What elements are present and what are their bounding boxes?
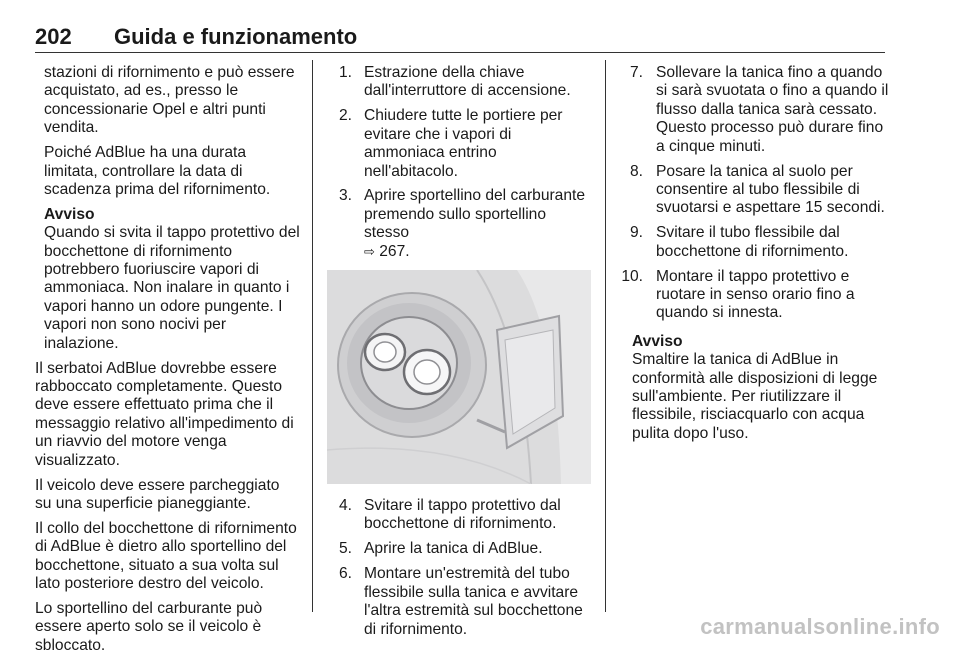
page-reference-icon: ⇨ bbox=[364, 243, 375, 259]
page-reference: 267. bbox=[379, 242, 410, 260]
list-item bbox=[339, 187, 594, 261]
page-header bbox=[35, 24, 885, 52]
step-number: 8. bbox=[629, 162, 643, 180]
list-item bbox=[339, 107, 594, 181]
list-item bbox=[339, 64, 594, 101]
step-text: Chiudere tutte le portiere per evitare che i vapori di ammoniaca entrino nell'abitacolo. bbox=[364, 107, 563, 180]
column-1 bbox=[35, 64, 300, 662]
paragraph: Il collo del bocchettone di rifornimento di AdBlue è dietro allo sportellino del bocchettone, situato a sua volta sul lato posteriore destro del veicolo. bbox=[35, 519, 297, 593]
step-number: 4. bbox=[339, 497, 353, 515]
list-item bbox=[339, 565, 594, 639]
note-body: Smaltire la tanica di AdBlue in conformità alle disposizioni di legge sull'ambiente. Per riutilizzare il flessibile, risciacquarlo con acqua pulita dopo l'uso. bbox=[632, 351, 878, 442]
step-text: Sollevare la tanica fino a quando si sarà svuotata o fino a quando il flusso dalla tanica sarà cessato. Questo processo può durare fino a cinque minuti. bbox=[656, 64, 889, 155]
step-number: 7. bbox=[629, 64, 643, 81]
list-item bbox=[339, 497, 594, 534]
watermark: carmanualsonline.info bbox=[700, 614, 940, 639]
column-3 bbox=[623, 64, 891, 443]
list-item bbox=[339, 540, 594, 558]
note-box bbox=[623, 333, 891, 443]
list-item bbox=[623, 224, 891, 261]
step-number: 10. bbox=[621, 267, 643, 285]
note-heading: Avviso bbox=[44, 205, 95, 223]
note-box bbox=[35, 206, 300, 353]
step-number: 2. bbox=[339, 107, 353, 125]
list-item bbox=[623, 268, 891, 323]
paragraph: Il serbatoi AdBlue dovrebbe essere rabboccato completamente. Questo deve essere effettuato prima che il messaggio relativo all'impedimento di un riavvio del motore venga visualizzato. bbox=[35, 359, 294, 469]
note-body: Quando si svita il tappo protettivo del bocchettone di rifornimento potrebbero fuoriuscire vapori di ammoniaca. Non inalare in quanto i vapori hanno un odore pungente. I vapori non sono nocivi per inalazione. bbox=[44, 224, 300, 352]
column-divider-1 bbox=[312, 60, 313, 612]
page-number: 202 bbox=[35, 24, 72, 49]
fuel-door-icon bbox=[327, 270, 591, 484]
step-number: 6. bbox=[339, 565, 353, 583]
steps-list-b bbox=[339, 497, 594, 639]
step-text: Montare il tappo protettivo e ruotare in senso orario fino a quando si innesta. bbox=[656, 267, 855, 322]
paragraph: Il veicolo deve essere parcheggiato su una superficie pianeggiante. bbox=[35, 476, 280, 512]
step-text: Montare un'estremità del tubo flessibile sulla tanica e avvitare l'altra estremità sul bocchettone di rifornimento. bbox=[364, 565, 583, 638]
step-text: Aprire la tanica di AdBlue. bbox=[364, 540, 543, 558]
step-text: Posare la tanica al suolo per consentire al tubo flessibile di svuotarsi e aspettare 15 secondi. bbox=[656, 162, 885, 217]
step-text: Svitare il tappo protettivo dal bocchettone di rifornimento. bbox=[364, 497, 561, 533]
list-item bbox=[623, 64, 891, 156]
header-rule bbox=[35, 52, 885, 53]
step-number: 3. bbox=[339, 187, 353, 205]
step-text: Aprire sportellino del carburante premendo sullo sportellino stesso bbox=[364, 187, 586, 242]
steps-list-a bbox=[339, 64, 594, 261]
list-item bbox=[623, 163, 891, 218]
fuel-filler-illustration bbox=[327, 270, 591, 484]
column-2 bbox=[339, 64, 594, 645]
note-heading: Avviso bbox=[632, 332, 683, 350]
step-number: 1. bbox=[339, 64, 353, 81]
step-text: Svitare il tubo flessibile dal bocchettone di rifornimento. bbox=[656, 224, 849, 260]
paragraph: Lo sportellino del carburante può essere aperto solo se il veicolo è sbloccato. bbox=[35, 599, 263, 654]
column-divider-2 bbox=[605, 60, 606, 612]
step-number: 9. bbox=[629, 224, 643, 242]
paragraph: Poiché AdBlue ha una durata limitata, controllare la data di scadenza prima del rifornimento. bbox=[44, 144, 271, 198]
step-text: Estrazione della chiave dall'interruttore di accensione. bbox=[364, 64, 571, 100]
page-title: Guida e funzionamento bbox=[114, 24, 358, 49]
paragraph: stazioni di rifornimento e può essere acquistato, ad es., presso le concessionarie Opel e altri punti vendita. bbox=[44, 64, 295, 137]
steps-list-c bbox=[623, 64, 891, 323]
step-number: 5. bbox=[339, 540, 353, 558]
